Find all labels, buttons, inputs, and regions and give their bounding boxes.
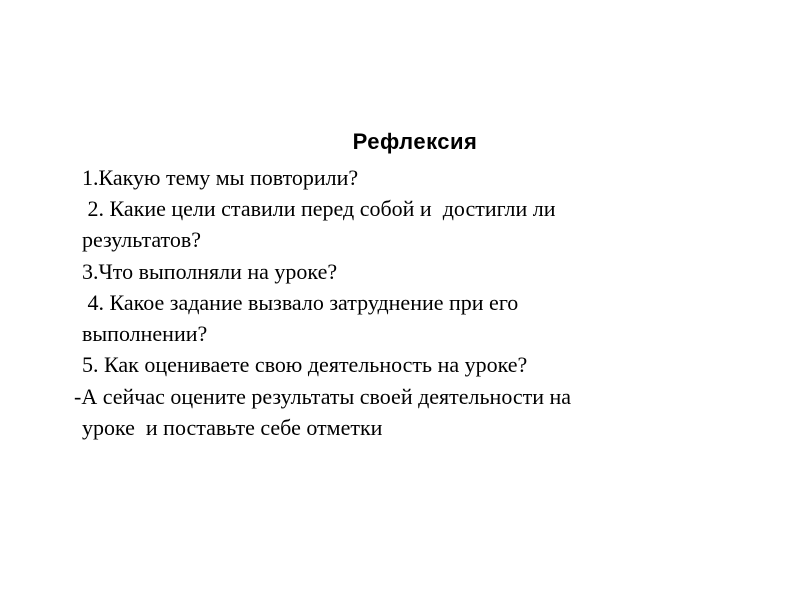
slide-title: Рефлексия [352, 129, 478, 154]
instruction-line-2: уроке и поставьте себе отметки [82, 415, 383, 440]
question-4-line-2: выполнении? [82, 321, 208, 346]
instruction-line-1: -А сейчас оцените результаты своей деятельности на [74, 384, 572, 409]
question-1: 1.Какую тему мы повторили? [82, 165, 359, 190]
question-4-line-1: 4. Какое задание вызвало затруднение при его [82, 290, 519, 315]
question-2-line-2: результатов? [82, 227, 202, 252]
question-5: 5. Как оцениваете свою деятельность на уроке? [82, 352, 528, 377]
question-3: 3.Что выполняли на уроке? [82, 259, 338, 284]
question-2-line-1: 2. Какие цели ставили перед собой и достигли ли [82, 196, 556, 221]
